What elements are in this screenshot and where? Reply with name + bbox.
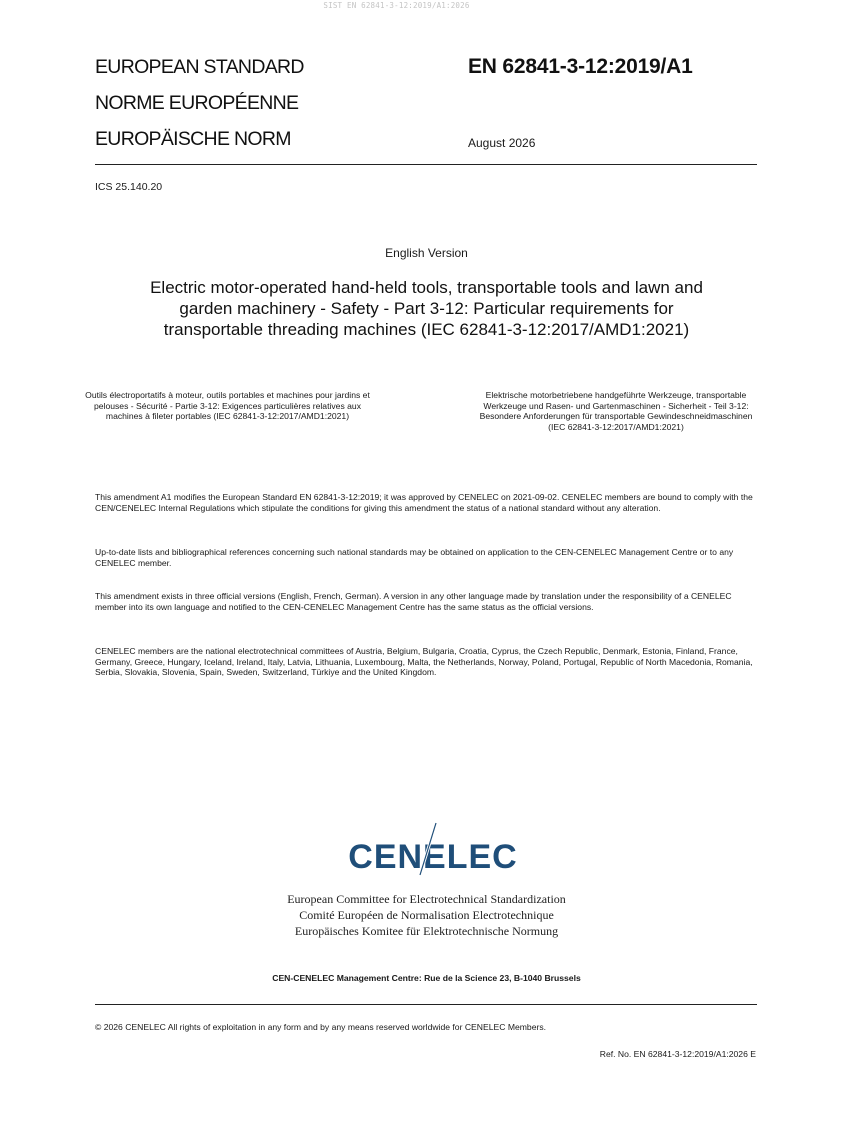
management-centre-address: CEN-CENELEC Management Centre: Rue de la Science 23, B-1040 Brussels	[272, 973, 581, 983]
german-title: Elektrische motorbetriebene handgeführte Werkzeuge, transportable Werkzeuge und Rasen- und Gartenmaschinen - Sicherheit - Teil 3-12: Besondere Anforderungen für transportable Gewindeschneidmaschinen (IEC 62841-3-12:2017/AMD1:2021)	[479, 390, 753, 432]
french-title: Outils électroportatifs à moteur, outils portables et machines pour jardins et pelouses - Sécurité - Partie 3-12: Exigences particulières relatives aux machines à fileter portables (IEC 62841-3-12:2017/AMD1:2021)	[85, 390, 370, 422]
footer-divider	[95, 1004, 757, 1005]
committee-names	[0, 891, 853, 939]
watermark: SIST EN 62841-3-12:2019/A1:2026	[323, 1, 470, 10]
versions-paragraph: This amendment exists in three official versions (English, French, German). A version in any other language made by translation under the responsibility of a CENELEC member into its own language and notified to the CEN-CENELEC Management Centre has the same status as the official versions.	[95, 591, 732, 612]
cenelec-logo	[348, 821, 518, 877]
header-line-de: EUROPÄISCHE NORM	[95, 128, 291, 150]
language-version: English Version	[385, 246, 468, 260]
committee-name-en: European Committee for Electrotechnical Standardization	[287, 892, 566, 906]
members-paragraph: CENELEC members are the national electrotechnical committees of Austria, Belgium, Bulgaria, Croatia, Cyprus, the Czech Republic, Denmark, Estonia, Finland, France, Germany, Greece, Hungary, Iceland, Ireland, Italy, Latvia, Lithuania, Luxembourg, Malta, the Netherlands, Norway, Poland, Portugal, Republic of North Macedonia, Romania, Serbia, Slovakia, Slovenia, Spain, Sweden, Switzerland, Türkiye and the United Kingdom.	[95, 646, 753, 678]
copyright-notice: © 2026 CENELEC All rights of exploitation in any form and by any means reserved worldwide for CENELEC Members.	[95, 1022, 547, 1032]
references-paragraph: Up-to-date lists and bibliographical references concerning such national standards may be obtained on application to the CEN-CENELEC Management Centre or to any CENELEC member.	[95, 547, 734, 568]
header-divider	[95, 164, 757, 165]
ics-code: ICS 25.140.20	[95, 181, 163, 193]
committee-name-de: Europäisches Komitee für Elektrotechnische Normung	[294, 924, 559, 938]
committee-name-fr: Comité Européen de Normalisation Electrotechnique	[299, 908, 554, 922]
cenelec-logo-text: CENELEC	[348, 838, 518, 876]
header-line-fr: NORME EUROPÉENNE	[95, 92, 299, 114]
header-line-en: EUROPEAN STANDARD	[95, 56, 304, 78]
document-title: Electric motor-operated hand-held tools, transportable tools and lawn and garden machinery - Safety - Part 3-12: Particular requirements for transportable threading machines (IEC 62841-3-12:2017/AMD1:2021)	[150, 278, 703, 339]
reference-number: Ref. No. EN 62841-3-12:2019/A1:2026 E	[599, 1049, 756, 1059]
publication-date: August 2026	[468, 136, 536, 150]
standard-number: EN 62841-3-12:2019/A1	[468, 55, 693, 78]
approval-paragraph: This amendment A1 modifies the European Standard EN 62841-3-12:2019; it was approved by CENELEC on 2021-09-02. CENELEC members are bound to comply with the CEN/CENELEC Internal Regulations which stipulate the conditions for giving this amendment the status of a national standard without any alteration.	[95, 492, 753, 513]
